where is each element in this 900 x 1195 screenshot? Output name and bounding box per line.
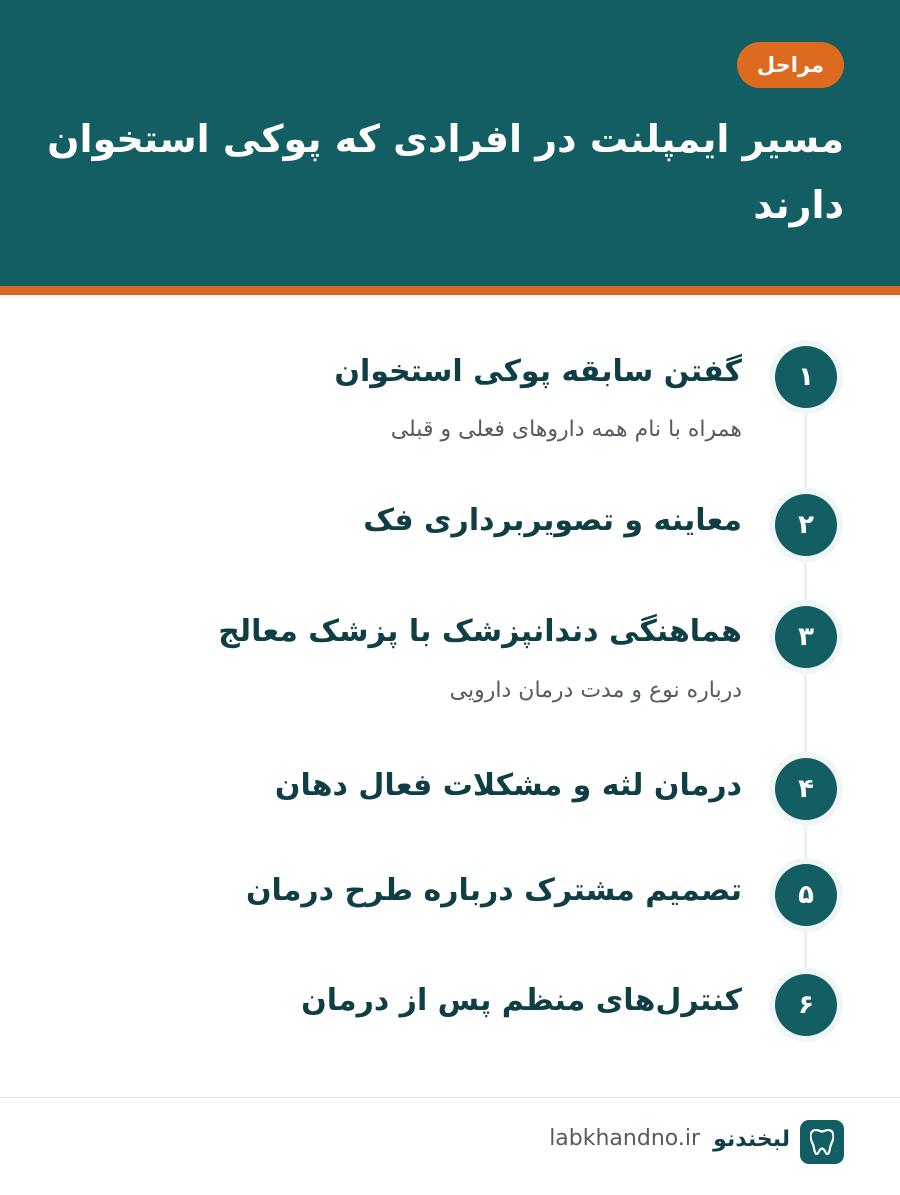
step-title-1: گفتن سابقه پوکی استخوان: [334, 354, 742, 389]
step-title-6: کنترل‌های منظم پس از درمان: [301, 983, 742, 1018]
footer-divider: [0, 1097, 900, 1098]
brand-name: لبخندنو: [713, 1127, 790, 1152]
step-title-5: تصمیم مشترک درباره طرح درمان: [245, 873, 742, 908]
step-title-4: درمان لثه و مشکلات فعال دهان: [274, 768, 742, 803]
step-subtitle-3: درباره نوع و مدت درمان دارویی: [449, 678, 742, 703]
step-number-6: ۶: [775, 974, 837, 1036]
step-subtitle-1: همراه با نام همه داروهای فعلی و قبلی: [390, 417, 742, 442]
step-number-4: ۴: [775, 758, 837, 820]
tooth-icon: [810, 1129, 834, 1155]
site-domain: labkhandno.ir: [549, 1126, 700, 1151]
brand-logo: [800, 1120, 844, 1164]
step-number-2: ۲: [775, 494, 837, 556]
step-number-1: ۱: [775, 346, 837, 408]
page-title: مسیر ایمپلنت در افرادی که پوکی استخوان دارند: [47, 117, 844, 227]
step-title-2: معاینه و تصویربرداری فک: [363, 503, 742, 538]
section-badge: مراحل: [737, 42, 844, 88]
step-title-3: هماهنگی دندانپزشک با پزشک معالج: [218, 614, 742, 649]
step-number-3: ۳: [775, 606, 837, 668]
step-number-5: ۵: [775, 864, 837, 926]
